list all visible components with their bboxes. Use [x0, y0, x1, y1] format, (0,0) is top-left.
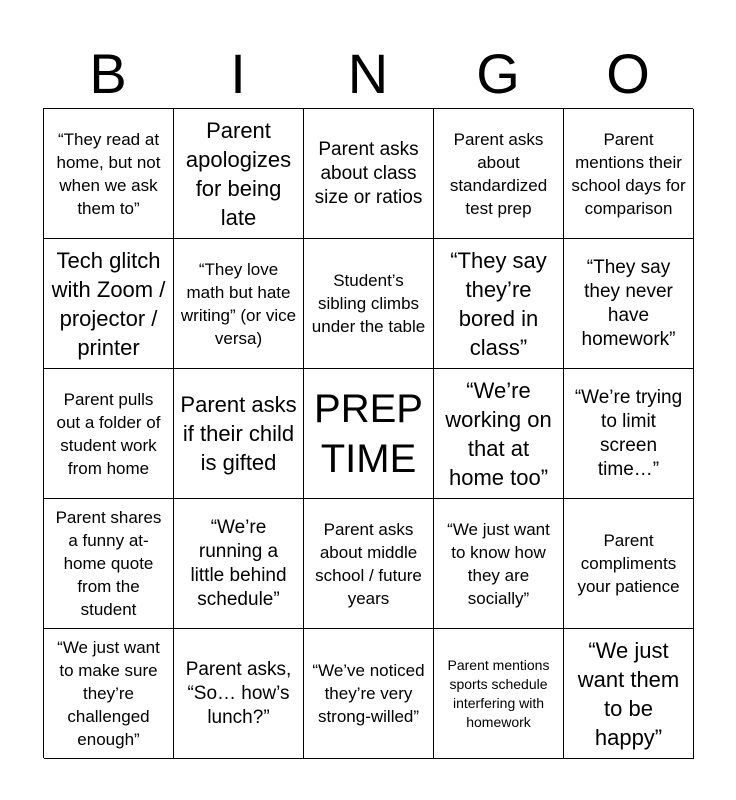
- cell-text: “They read at home, but not when we ask them to”: [56, 129, 161, 218]
- cell-text: Parent shares a funny at-home quote from the student: [55, 508, 162, 619]
- bingo-cell[interactable]: [44, 369, 174, 499]
- header-letter-b: B: [89, 42, 127, 105]
- bingo-cell[interactable]: [44, 499, 174, 629]
- bingo-cell[interactable]: [304, 109, 434, 239]
- cell-text: “We’re running a little behind schedule”: [190, 516, 287, 610]
- free-space-cell[interactable]: [304, 369, 434, 499]
- bingo-header: [43, 40, 693, 108]
- cell-text: Student’s sibling climbs under the table: [311, 271, 426, 336]
- bingo-cell[interactable]: [304, 239, 434, 369]
- bingo-cell[interactable]: [434, 239, 564, 369]
- cell-text: “We’re working on that at home too”: [445, 377, 552, 490]
- bingo-cell[interactable]: [434, 109, 564, 239]
- cell-text: “They say they never have homework”: [581, 256, 676, 350]
- bingo-cell[interactable]: [564, 239, 694, 369]
- bingo-cell[interactable]: [44, 109, 174, 239]
- bingo-cell[interactable]: [434, 369, 564, 499]
- bingo-cell[interactable]: [44, 239, 174, 369]
- header-letter-n: N: [347, 42, 389, 105]
- bingo-cell[interactable]: [304, 499, 434, 629]
- bingo-cell[interactable]: [304, 629, 434, 759]
- cell-text: Parent asks about standardized test prep: [449, 129, 548, 218]
- cell-text: Parent mentions sports schedule interfering with homework: [447, 656, 550, 730]
- cell-text: PREP TIME: [314, 386, 423, 481]
- cell-text: Parent asks about middle school / future years: [315, 519, 422, 608]
- cell-text: Parent apologizes for being late: [185, 117, 292, 230]
- bingo-cell[interactable]: [174, 629, 304, 759]
- bingo-cell[interactable]: [174, 239, 304, 369]
- bingo-cell[interactable]: [434, 629, 564, 759]
- header-letter-o: O: [606, 42, 650, 105]
- cell-text: “They love math but hate writing” (or vice versa): [180, 259, 297, 348]
- bingo-cell[interactable]: [174, 499, 304, 629]
- cell-text: “They say they’re bored in class”: [450, 247, 547, 360]
- cell-text: “We just want to know how they are socially”: [447, 519, 550, 608]
- cell-text: Parent pulls out a folder of student work from home: [56, 389, 161, 478]
- bingo-cell[interactable]: [564, 109, 694, 239]
- cell-text: Parent mentions their school days for comparison: [571, 129, 686, 218]
- bingo-board: [43, 108, 693, 758]
- bingo-cell[interactable]: [564, 629, 694, 759]
- cell-text: Parent asks about class size or ratios: [314, 138, 423, 208]
- bingo-cell[interactable]: [434, 499, 564, 629]
- cell-text: Tech glitch with Zoom / projector / printer: [51, 247, 166, 360]
- bingo-cell[interactable]: [564, 499, 694, 629]
- header-letter-i: I: [230, 42, 246, 105]
- bingo-cell[interactable]: [564, 369, 694, 499]
- cell-text: Parent asks if their child is gifted: [180, 392, 297, 475]
- cell-text: “We just want to make sure they’re challenged enough”: [57, 638, 160, 749]
- cell-text: “We’re trying to limit screen time…”: [574, 386, 683, 480]
- cell-text: Parent compliments your patience: [577, 531, 680, 596]
- cell-text: “We just want them to be happy”: [577, 637, 680, 750]
- bingo-cell[interactable]: [44, 629, 174, 759]
- header-letter-g: G: [476, 42, 520, 105]
- cell-text: Parent asks, “So… how’s lunch?”: [185, 658, 292, 728]
- bingo-cell[interactable]: [174, 369, 304, 499]
- cell-text: “We’ve noticed they’re very strong-willed”: [312, 661, 425, 726]
- bingo-cell[interactable]: [174, 109, 304, 239]
